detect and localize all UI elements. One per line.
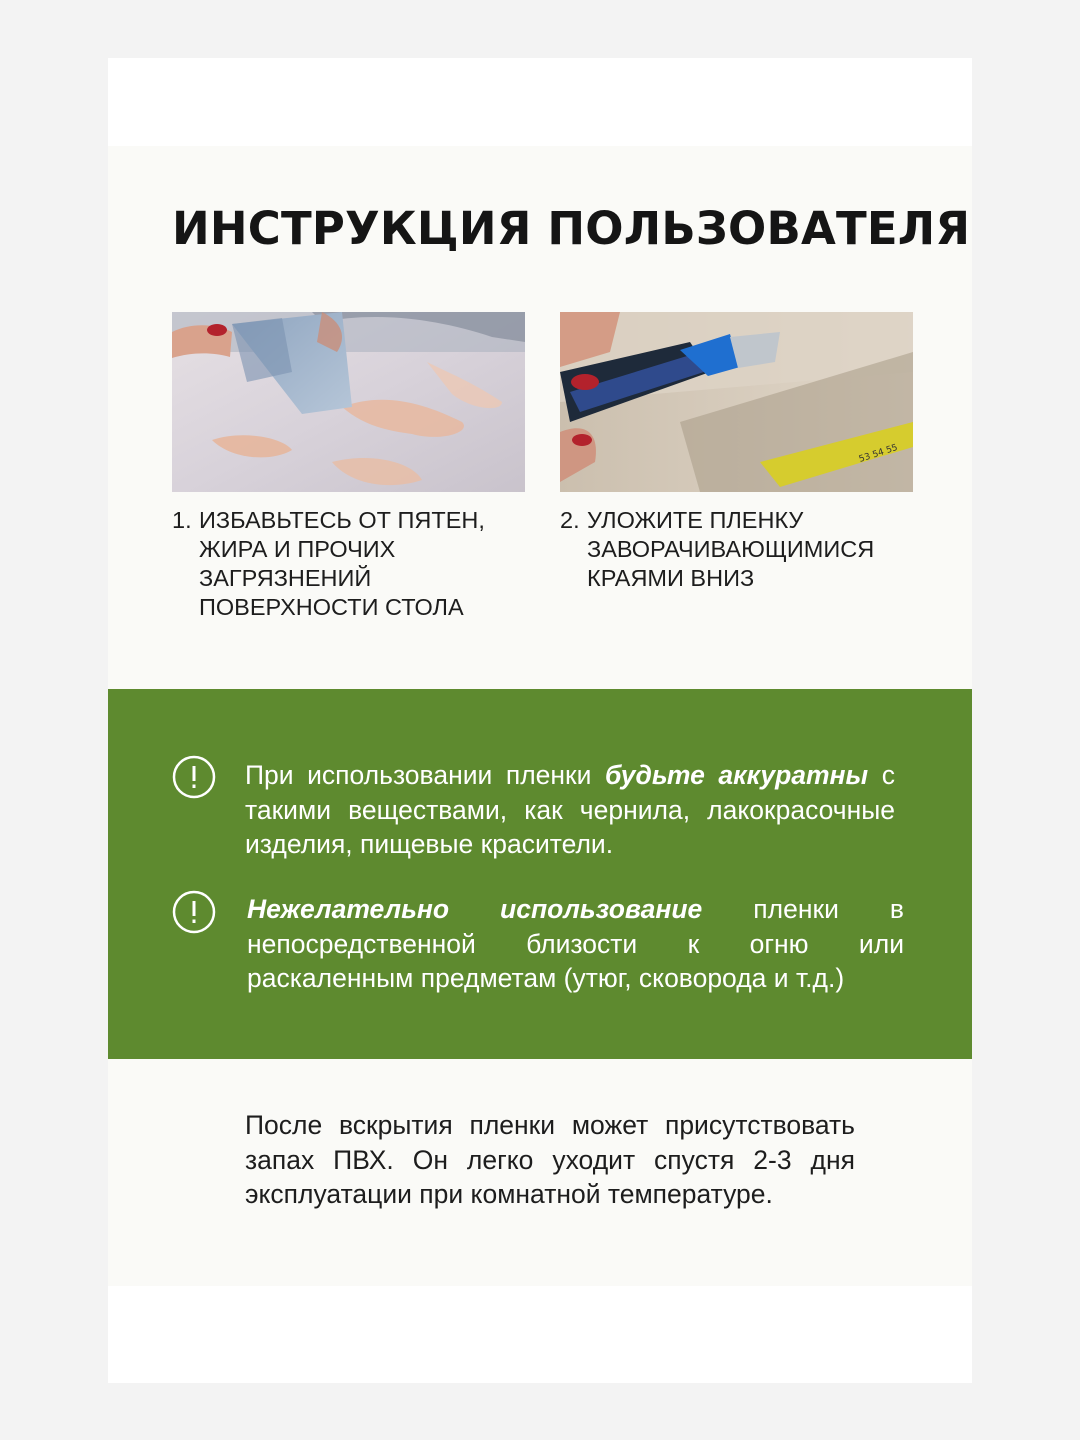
warning-text-part: пленки в непосредственной близости к огню или раскаленным предметам (утюг, сковорода и т.д.) xyxy=(247,894,905,993)
step-text: УЛОЖИТЕ ПЛЕНКУ ЗАВОРАЧИВАЮЩИМИСЯ КРАЯМИ ВНИЗ xyxy=(587,507,875,591)
instruction-card xyxy=(108,58,972,1383)
warning-text-part: При использовании пленки xyxy=(245,760,605,790)
page-title: ИНСТРУКЦИЯ ПОЛЬЗОВАТЕЛЯ xyxy=(172,202,971,255)
warning-emphasis: будьте аккуратны xyxy=(604,760,869,790)
cutting-film-photo xyxy=(560,312,913,492)
pvc-smell-note: После вскрытия пленки может присутствовать запах ПВХ. Он легко уходит спустя 2-3 дня эксплуатации при комнатной температуре. xyxy=(245,1110,855,1209)
top-margin xyxy=(108,58,972,146)
warning-text-part: с такими веществами, как чернила, лакокрасочные изделия, пищевые красители. xyxy=(245,760,895,859)
exclamation-circle-icon xyxy=(172,890,216,934)
exclamation-circle-icon xyxy=(172,755,216,799)
step-1-caption xyxy=(172,506,512,622)
warning-emphasis: Нежелательно использование xyxy=(247,894,703,924)
step-number: 1. xyxy=(172,507,192,533)
warning-band xyxy=(108,689,972,1059)
warning-text-ink xyxy=(245,758,895,862)
bottom-margin xyxy=(108,1286,972,1383)
warning-text-heat xyxy=(247,892,904,996)
svg-text:53 54 55: 53 54 55 xyxy=(857,442,900,465)
step-2-caption xyxy=(560,506,900,593)
step-text: ИЗБАВЬТЕСЬ ОТ ПЯТЕН, ЖИРА И ПРОЧИХ ЗАГРЯЗНЕНИЙ ПОВЕРХНОСТИ СТОЛА xyxy=(199,507,485,620)
wiping-table-photo xyxy=(172,312,525,492)
step-number: 2. xyxy=(560,507,580,533)
